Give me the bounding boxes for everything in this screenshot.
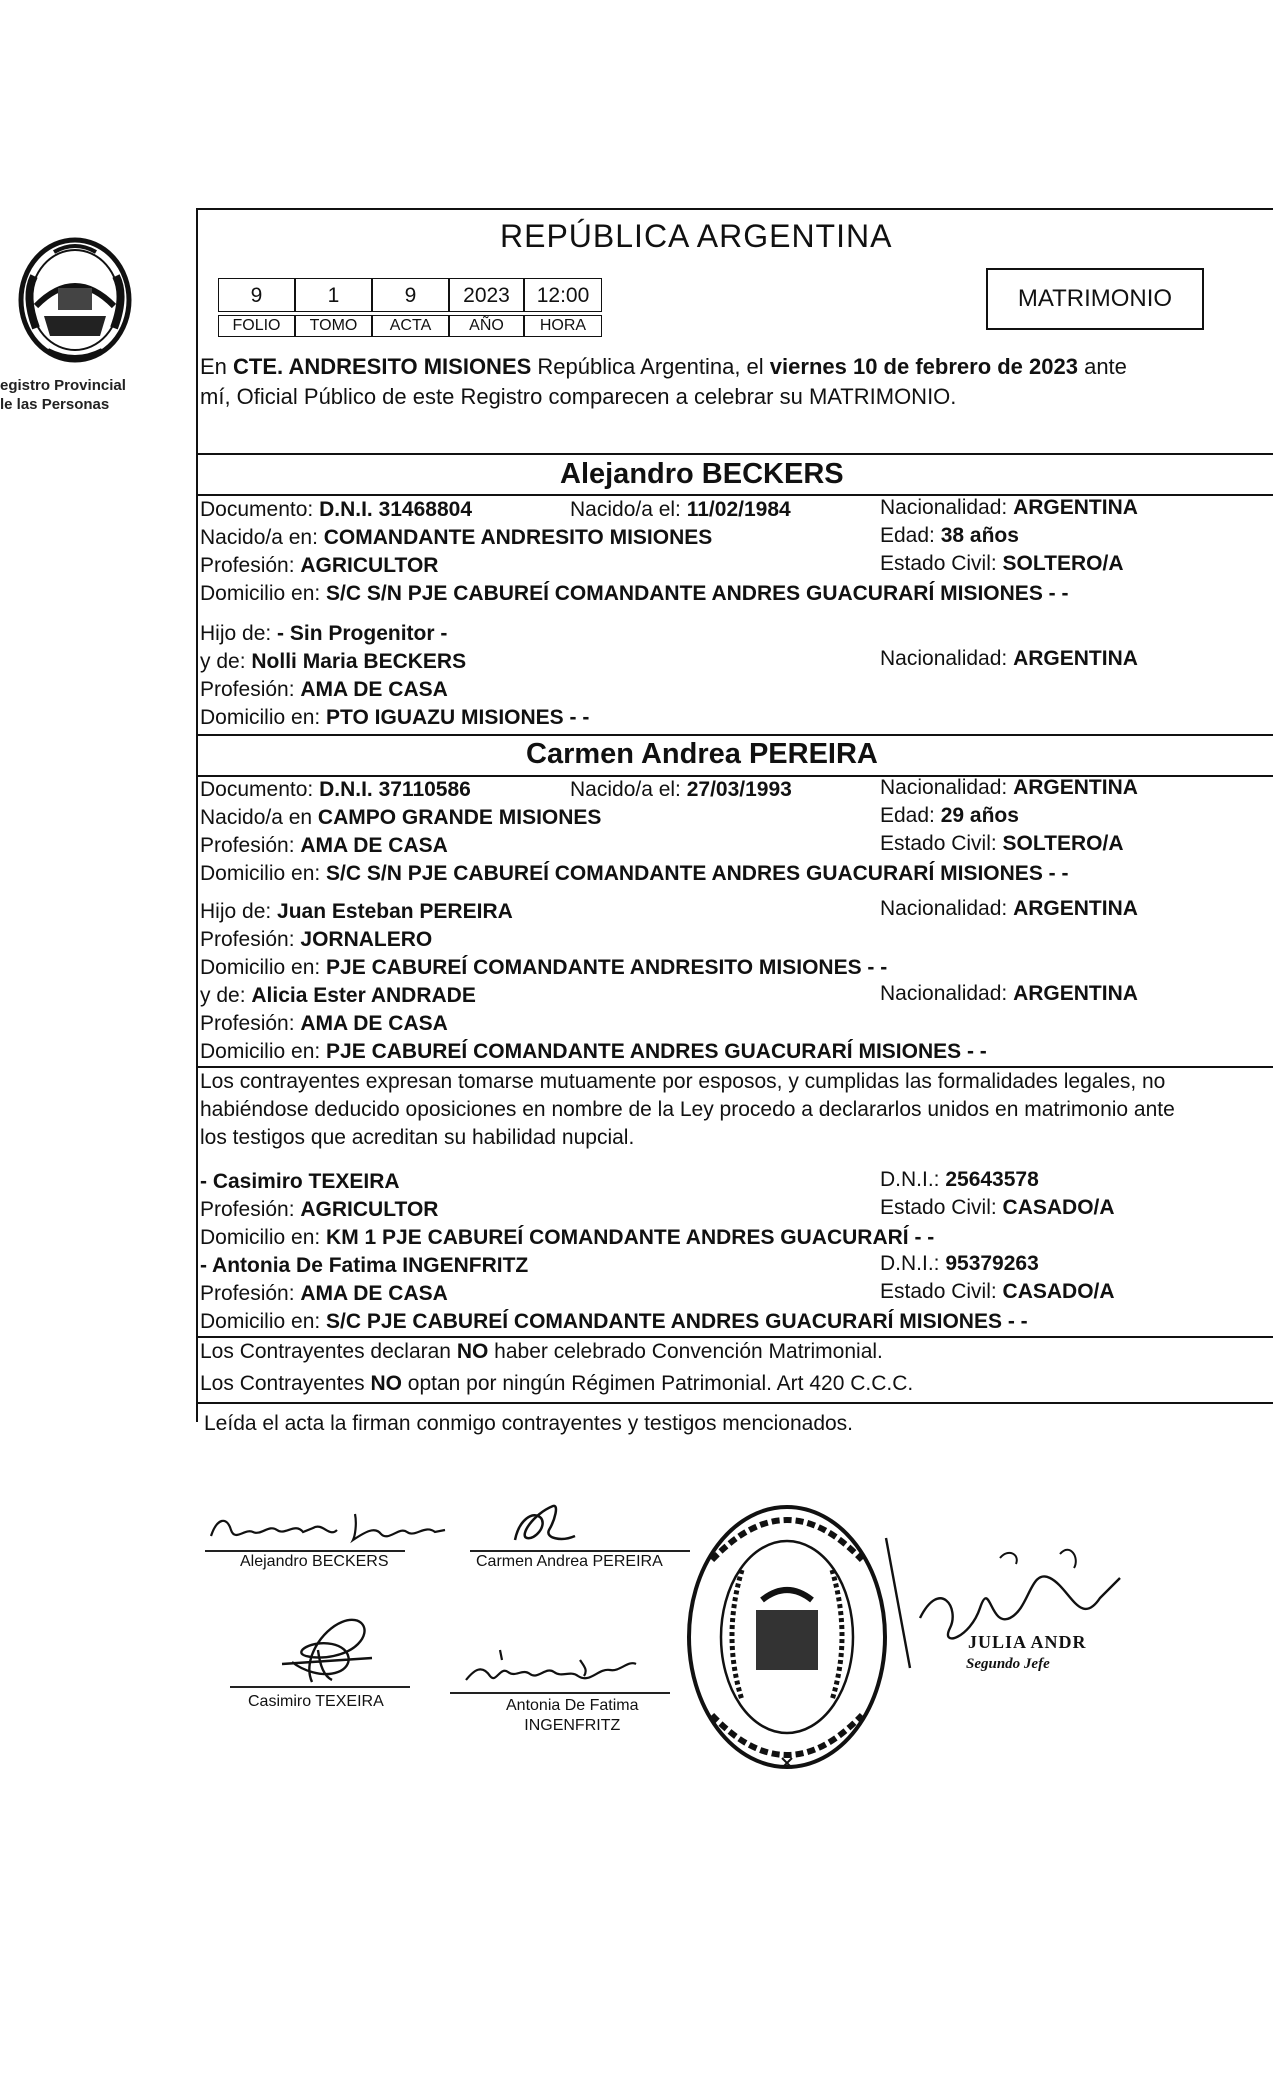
folio-value: 9 — [218, 278, 295, 312]
spouse1-profession: Profesión: AGRICULTOR — [200, 554, 439, 577]
witness1-name: - Casimiro TEXEIRA — [200, 1170, 400, 1193]
hora-label: HORA — [524, 315, 602, 337]
spouse1-mother-nationality: Nacionalidad: ARGENTINA — [880, 647, 1138, 670]
folio-label: FOLIO — [218, 315, 295, 337]
witness1-address: Domicilio en: KM 1 PJE CABUREÍ COMANDANTE ANDRES GUACURARÍ - - — [200, 1226, 935, 1249]
signature-label-carmen: Carmen Andrea PEREIRA — [476, 1553, 663, 1570]
province-seal — [14, 236, 136, 368]
signature-antonia — [460, 1640, 660, 1692]
witness1-civil-status: Estado Civil: CASADO/A — [880, 1196, 1115, 1219]
declaration-line-1: Los contrayentes expresan tomarse mutuamente por esposos, y cumplidas las formalidades legales, no — [200, 1070, 1166, 1093]
registry-caption: egistro Provincial le las Personas — [0, 377, 126, 413]
spouse1-document: Documento: D.N.I. 31468804 — [200, 498, 472, 521]
witness2-profession: Profesión: AMA DE CASA — [200, 1282, 448, 1305]
spouse1-nationality: Nacionalidad: ARGENTINA — [880, 496, 1138, 519]
document-type-box — [986, 268, 1204, 330]
signature-carmen — [505, 1500, 585, 1550]
spouse2-mother-nationality: Nacionalidad: ARGENTINA — [880, 982, 1138, 1005]
witness2-address: Domicilio en: S/C PJE CABUREÍ COMANDANTE ANDRES GUACURARÍ MISIONES - - — [200, 1310, 1028, 1333]
spouse2-civil-status: Estado Civil: SOLTERO/A — [880, 832, 1124, 855]
spouse2-birthplace: Nacido/a en CAMPO GRANDE MISIONES — [200, 806, 602, 829]
spouse2-father-address: Domicilio en: PJE CABUREÍ COMANDANTE ANDRESITO MISIONES - - — [200, 956, 888, 979]
spouse2-father-profession: Profesión: JORNALERO — [200, 928, 433, 951]
registry-stamp — [682, 1500, 892, 1775]
anio-label: AÑO — [449, 315, 524, 337]
spouse2-mother-profession: Profesión: AMA DE CASA — [200, 1012, 448, 1035]
spouse2-profession: Profesión: AMA DE CASA — [200, 834, 448, 857]
spouse1-father: Hijo de: - Sin Progenitor - — [200, 622, 448, 645]
witness1-dni: D.N.I.: 25643578 — [880, 1168, 1039, 1191]
intro-line-2: mí, Oficial Público de este Registro comparecen a celebrar su MATRIMONIO. — [200, 384, 957, 409]
official-name: JULIA ANDR — [968, 1632, 1087, 1652]
spouse2-father-nationality: Nacionalidad: ARGENTINA — [880, 897, 1138, 920]
closing-statement: Leída el acta la firman conmigo contrayentes y testigos mencionados. — [204, 1412, 854, 1435]
convention-statement: Los Contrayentes declaran NO haber celebrado Convención Matrimonial. — [200, 1340, 883, 1363]
spouse2-mother: y de: Alicia Ester ANDRADE — [200, 984, 476, 1007]
spouse1-name: Alejandro BECKERS — [560, 458, 844, 490]
spouse1-mother-address: Domicilio en: PTO IGUAZU MISIONES - - — [200, 706, 590, 729]
spouse2-document: Documento: D.N.I. 37110586 — [200, 778, 471, 801]
witness2-dni: D.N.I.: 95379263 — [880, 1252, 1039, 1275]
divider — [198, 453, 1273, 455]
divider — [198, 734, 1273, 736]
spouse1-civil-status: Estado Civil: SOLTERO/A — [880, 552, 1124, 575]
signature-label-alejandro: Alejandro BECKERS — [240, 1553, 389, 1570]
page-title: REPÚBLICA ARGENTINA — [500, 218, 893, 254]
divider — [198, 1402, 1273, 1404]
acta-label: ACTA — [372, 315, 449, 337]
spouse1-birthdate: Nacido/a el: 11/02/1984 — [570, 498, 791, 521]
tomo-value: 1 — [295, 278, 372, 312]
spouse2-nationality: Nacionalidad: ARGENTINA — [880, 776, 1138, 799]
spouse2-address: Domicilio en: S/C S/N PJE CABUREÍ COMANDANTE ANDRES GUACURARÍ MISIONES - - — [200, 862, 1069, 885]
acta-value: 9 — [372, 278, 449, 312]
signature-casimiro — [262, 1610, 392, 1688]
declaration-line-2: habiéndose deducido oposiciones en nombre de la Ley procedo a declararlos unidos en matrimonio ante — [200, 1098, 1175, 1121]
witness2-civil-status: Estado Civil: CASADO/A — [880, 1280, 1115, 1303]
frame-left-border — [196, 208, 198, 1422]
spouse1-mother: y de: Nolli Maria BECKERS — [200, 650, 467, 673]
tomo-label: TOMO — [295, 315, 372, 337]
signature-line — [450, 1692, 670, 1694]
signature-line — [230, 1686, 410, 1688]
signature-alejandro — [205, 1508, 455, 1548]
declaration-line-3: los testigos que acreditan su habilidad nupcial. — [200, 1126, 635, 1149]
spouse1-address: Domicilio en: S/C S/N PJE CABUREÍ COMANDANTE ANDRES GUACURARÍ MISIONES - - — [200, 582, 1069, 605]
signature-label-casimiro: Casimiro TEXEIRA — [248, 1693, 384, 1710]
frame-top-border — [196, 208, 1273, 210]
spouse2-birthdate: Nacido/a el: 27/03/1993 — [570, 778, 792, 801]
witness1-profession: Profesión: AGRICULTOR — [200, 1198, 439, 1221]
spouse1-birthplace: Nacido/a en: COMANDANTE ANDRESITO MISIONES — [200, 526, 713, 549]
spouse2-father: Hijo de: Juan Esteban PEREIRA — [200, 900, 513, 923]
spouse1-age: Edad: 38 años — [880, 524, 1019, 547]
spouse1-mother-profession: Profesión: AMA DE CASA — [200, 678, 448, 701]
intro-line-1: En CTE. ANDRESITO MISIONES República Argentina, el viernes 10 de febrero de 2023 ante — [200, 354, 1127, 379]
spouse2-age: Edad: 29 años — [880, 804, 1019, 827]
anio-value: 2023 — [449, 278, 524, 312]
document-type: MATRIMONIO — [1017, 285, 1173, 312]
signature-label-antonia: Antonia De Fatima INGENFRITZ — [506, 1697, 639, 1734]
spouse2-mother-address: Domicilio en: PJE CABUREÍ COMANDANTE ANDRES GUACURARÍ MISIONES - - — [200, 1040, 987, 1063]
spouse2-name: Carmen Andrea PEREIRA — [526, 738, 878, 770]
witness2-name: - Antonia De Fatima INGENFRITZ — [200, 1254, 529, 1277]
hora-value: 12:00 — [524, 278, 602, 312]
official-title: Segundo Jefe — [966, 1656, 1050, 1672]
regime-statement: Los Contrayentes NO optan por ningún Régimen Patrimonial. Art 420 C.C.C. — [200, 1372, 914, 1395]
